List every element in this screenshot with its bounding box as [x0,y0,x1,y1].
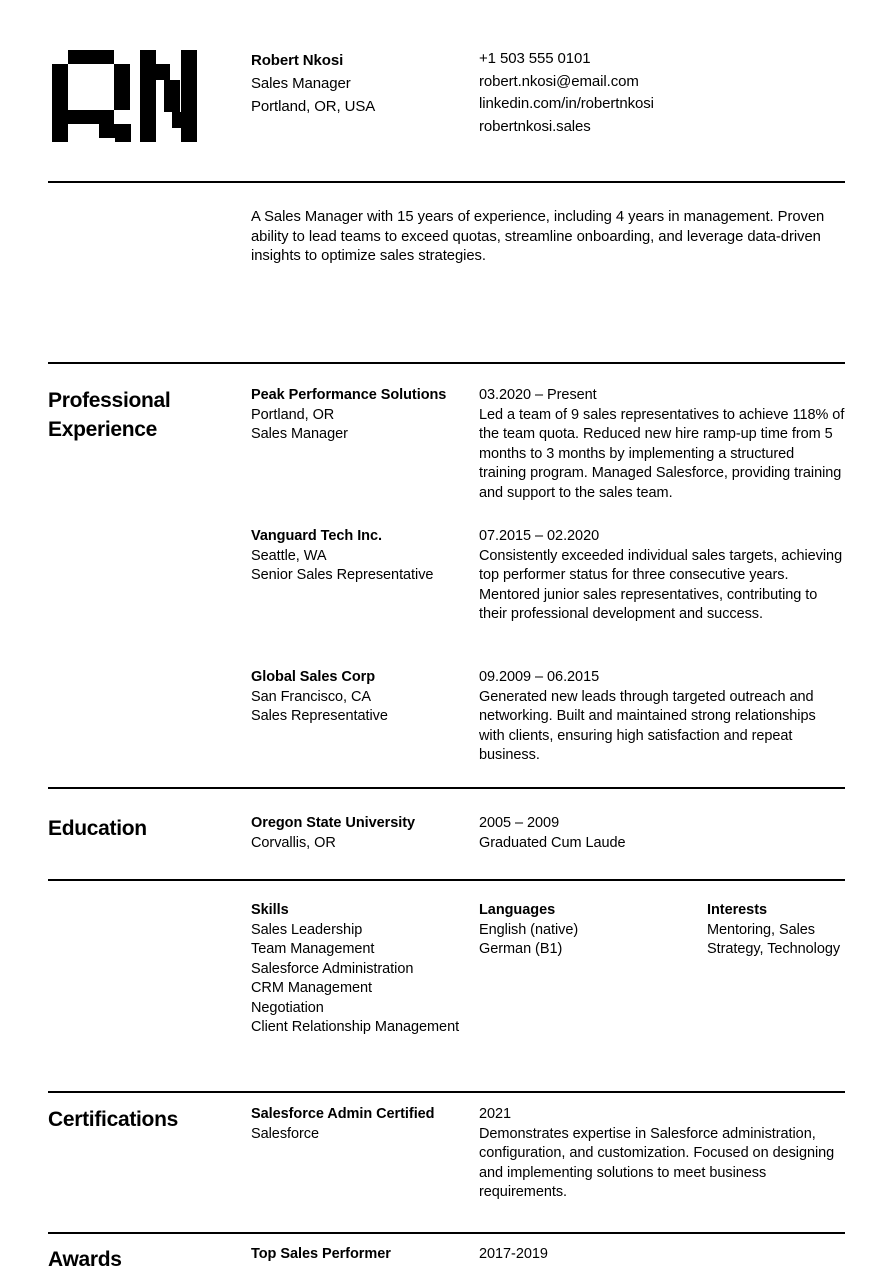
language-item: German (B1) [479,941,563,957]
certifications-section [48,1105,845,1203]
award-entry-detail [479,1245,845,1265]
contact-linkedin[interactable]: linkedin.com/in/robertnkosi [479,95,654,113]
experience-location: San Francisco, CA [251,688,372,705]
candidate-name: Robert Nkosi [251,52,344,69]
divider-after-certifications [48,1232,845,1234]
education-note: Graduated Cum Laude [479,834,626,851]
experience-dates: 09.2009 – 06.2015 [479,669,600,685]
experience-dates: 03.2020 – Present [479,387,597,403]
experience-entry-2 [48,527,845,625]
experience-entry-3 [48,668,845,766]
experience-description: Generated new leads through targeted outreach and networking. Built and maintained strong relationships with clients, ensuring high satisfaction and repeat business. [479,688,816,763]
candidate-location: Portland, OR, USA [251,97,376,115]
education-section [48,814,845,853]
logo-cell [48,44,251,142]
education-school: Oregon State University [251,815,416,831]
identity-cell [251,44,479,118]
skills-languages-interests-section [48,901,845,1038]
experience-entry-3-meta [251,668,479,727]
skills-heading: Skills [251,902,289,918]
interest-item: Mentoring, Sales Strategy, Technology [707,921,841,957]
award-title: Top Sales Performer [251,1246,391,1262]
awards-section [48,1245,845,1274]
experience-section-header [48,386,845,503]
rn-monogram-logo [52,50,197,142]
experience-description: Consistently exceeded individual sales targets, achieving top performer status for three consecutive years. Mentored junior sales representatives, contributing to their professional development and success. [479,547,843,622]
skill-item: CRM Management [251,980,372,996]
education-entry-detail [479,814,845,853]
experience-company: Peak Performance Solutions [251,387,447,403]
summary-text: A Sales Manager with 15 years of experience, including 4 years in management. Proven ability to lead teams to exceed quotas, streamline onboarding, and leverage data-driven insights to optimize sales strategies. [251,209,825,265]
experience-entry-1-detail [479,386,845,503]
skills-column [251,901,479,1038]
experience-entry-1-meta [251,386,479,445]
summary-section [48,208,845,267]
experience-heading: Professional Experience [48,389,171,441]
skill-item: Salesforce Administration [251,960,414,977]
divider-after-header [48,181,845,183]
divider-after-education [48,879,845,881]
resume-header [48,44,845,142]
certification-title: Salesforce Admin Certified [251,1106,435,1122]
experience-role: Sales Representative [251,708,388,724]
skill-item: Negotiation [251,999,324,1016]
experience-company: Global Sales Corp [251,669,376,685]
languages-heading: Languages [479,902,556,918]
contact-cell [479,44,845,138]
languages-column [479,901,707,960]
skill-item: Sales Leadership [251,921,363,938]
certification-issuer: Salesforce [251,1125,320,1142]
skill-item: Team Management [251,941,375,957]
language-item: English (native) [479,921,579,938]
experience-company: Vanguard Tech Inc. [251,528,382,544]
certification-entry-detail [479,1105,845,1203]
skill-item: Client Relationship Management [251,1019,460,1035]
experience-description: Led a team of 9 sales representatives to achieve 118% of the team quota. Reduced new hire ramp-up time from 5 months to 3 months by implementing a structured training program. Managed Salesforce, providing training and support to the sales team. [479,406,845,501]
award-entry-meta [251,1245,479,1265]
certifications-heading: Certifications [48,1108,178,1131]
experience-entry-3-detail [479,668,845,766]
awards-heading: Awards [48,1248,122,1271]
candidate-title: Sales Manager [251,75,351,92]
divider-after-skills [48,1091,845,1093]
interests-heading: Interests [707,902,767,918]
interests-column [707,901,845,960]
experience-role: Senior Sales Representative [251,567,434,583]
certification-description: Demonstrates expertise in Salesforce administration, configuration, and customization. Focused on designing and implementing solutions to meet business requirements. [479,1125,835,1200]
experience-entry-2-detail [479,527,845,625]
award-years: 2017-2019 [479,1246,548,1262]
education-heading: Education [48,817,147,840]
certification-year: 2021 [479,1106,512,1122]
education-dates: 2005 – 2009 [479,815,560,831]
contact-phone: +1 503 555 0101 [479,50,591,67]
divider-after-summary [48,362,845,364]
divider-after-experience [48,787,845,789]
experience-dates: 07.2015 – 02.2020 [479,528,600,544]
experience-role: Sales Manager [251,426,348,442]
experience-location: Portland, OR [251,406,335,423]
experience-location: Seattle, WA [251,547,327,564]
experience-entry-2-meta [251,527,479,586]
certification-entry-meta [251,1105,479,1144]
contact-email[interactable]: robert.nkosi@email.com [479,72,639,90]
education-entry-meta [251,814,479,853]
education-location: Corvallis, OR [251,834,336,851]
contact-website[interactable]: robertnkosi.sales [479,117,591,135]
